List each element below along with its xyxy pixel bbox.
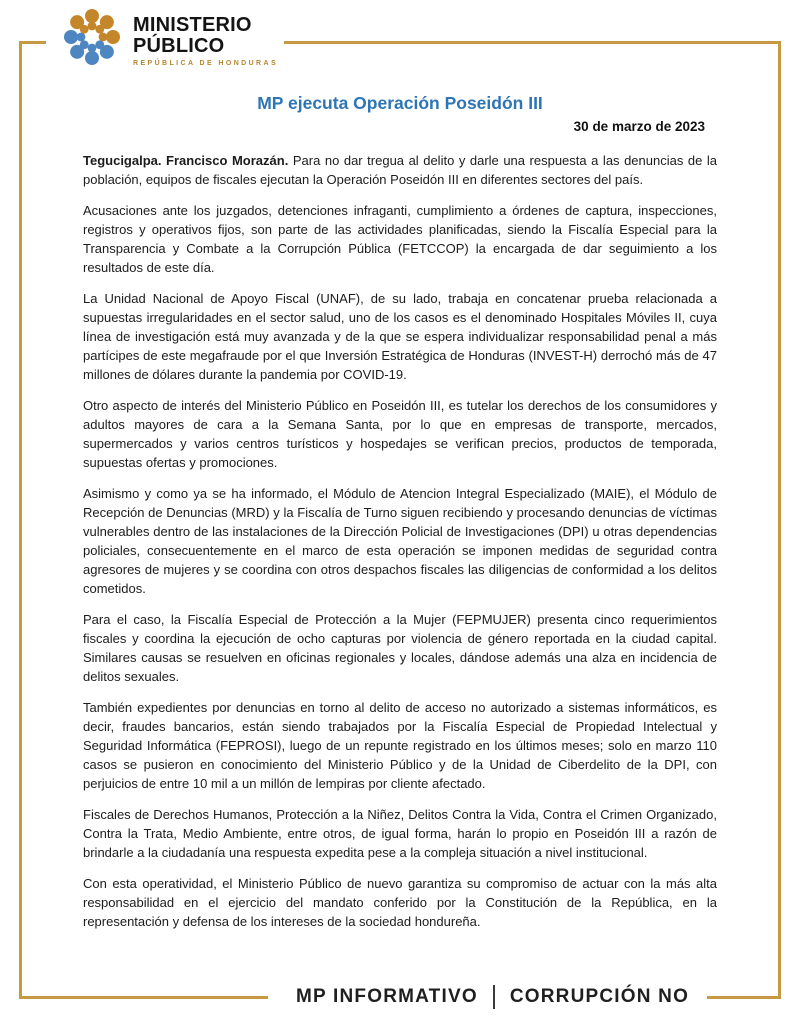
paragraph: Tegucigalpa. Francisco Morazán. Para no dar tregua al delito y darle una respuesta a las denuncias de la población, equipos de fiscales ejecutan la Operación Poseidón III en diferentes sectores del país. — [83, 153, 717, 187]
paragraph: La Unidad Nacional de Apoyo Fiscal (UNAF), de su lado, trabaja en concatenar prueba relacionada a supuestas irregularidades en el sector salud, uno de los casos es el denominado Hospitales Móviles II, cuya línea de investigación está muy avanzada y de la que se espera individualizar responsabilidad penal a más partícipes de este megafraude por el que Inversión Estratégica de Honduras (INVEST-H) derrochó más de 47 millones de dólares durante la pandemia por COVID-19. — [83, 291, 717, 382]
footer-left-rule — [19, 996, 268, 999]
paragraph: También expedientes por denuncias en torno al delito de acceso no autorizado a sistemas informáticos, es decir, fraudes bancarios, están siendo trabajados por la Fiscalía Especial de Propiedad Intelectual y Seguridad Informática (FEPROSI), luego de un repunte registrado en los últimos meses; solo en marzo 110 casos se pusieron en conocimiento del Ministerio Público y de la Unidad de Ciberdelito de la DPI, con perjuicios de entre 10 mil a un millón de lempiras por cliente afectado. — [83, 700, 717, 791]
footer-separator-bar — [493, 985, 495, 1009]
page-title: MP ejecuta Operación Poseidón III — [257, 93, 543, 113]
paragraph: Acusaciones ante los juzgados, detenciones infraganti, cumplimiento a órdenes de captura, inspecciones, registros y operativos fijos, son parte de las actividades planificadas, siendo la Fiscalía Especial para la Transparencia y Combate a la Corrupción Pública (FETCCOP) la encargada de dar seguimiento a los resultados de este día. — [83, 203, 717, 275]
main-column — [83, 0, 717, 943]
footer-text-corrupcion-no: CORRUPCIÓN NO — [509, 986, 690, 1007]
paragraph: Para el caso, la Fiscalía Especial de Protección a la Mujer (FEPMUJER) presenta cinco requerimientos fiscales y coordina la ejecución de ocho capturas por violencia de género reportada en la ciudad capital. Similares causas se resuelven en oficinas regionales y locales, dándose además una alza en incidencia de delitos sexuales. — [83, 612, 717, 684]
footer-text-mp-informativo: MP INFORMATIVO — [296, 986, 478, 1007]
date-line: 30 de marzo de 2023 — [573, 119, 705, 134]
logo-line-1: MINISTERIO — [133, 14, 252, 36]
frame-left-line — [19, 41, 22, 999]
paragraph: Otro aspecto de interés del Ministerio Público en Poseidón III, es tutelar los derechos de los consumidores y adultos mayores de cara a la Semana Santa, por lo que en empresas de transporte, mercados, supermercados y varios centros turísticos y hospedajes se verifican precios, productos de temporada, supuestas ofertas y promociones. — [83, 398, 717, 470]
frame-top-left-segment — [19, 41, 46, 44]
paragraph: Asimismo y como ya se ha informado, el Módulo de Atencion Integral Especializado (MAIE), el Módulo de Recepción de Denuncias (MRD) y la Fiscalía de Turno siguen recibiendo y procesando denuncias de víctimas vulnerables dentro de las instalaciones de la Dirección Policial de Investigaciones (DPI) u otras dependencias policiales, consecuentemente en el marco de esta operación se imponen medidas de seguridad contra agresores de mujeres y se coordina con otros despachos fiscales las diligencias de conformidad a los delitos cometidos. — [83, 486, 717, 596]
paragraph-lead: Tegucigalpa. Francisco Morazán. — [83, 153, 289, 168]
frame-right-line — [778, 41, 781, 999]
footer-right-rule — [707, 996, 781, 999]
footer-banner — [19, 983, 781, 1011]
paragraph: Fiscales de Derechos Humanos, Protección a la Niñez, Delitos Contra la Vida, Contra el Crimen Organizado, Contra la Trata, Medio Ambiente, entre otros, de igual forma, harán lo propio en Poseidón III a razón de brindarle a la ciudadanía una respuesta expedita pese a la compleja situación a nivel institucional. — [83, 807, 717, 860]
article-body — [83, 151, 717, 931]
paragraph: Con esta operatividad, el Ministerio Público de nuevo garantiza su compromiso de actuar con la más alta responsabilidad en el ejercicio del mandato conferido por la Constitución de la República, en la representación y defensa de los intereses de la sociedad hondureña. — [83, 876, 717, 929]
logo-line-2: PÚBLICO — [133, 35, 225, 57]
logo-subtitle: REPÚBLICA DE HONDURAS — [133, 60, 279, 67]
